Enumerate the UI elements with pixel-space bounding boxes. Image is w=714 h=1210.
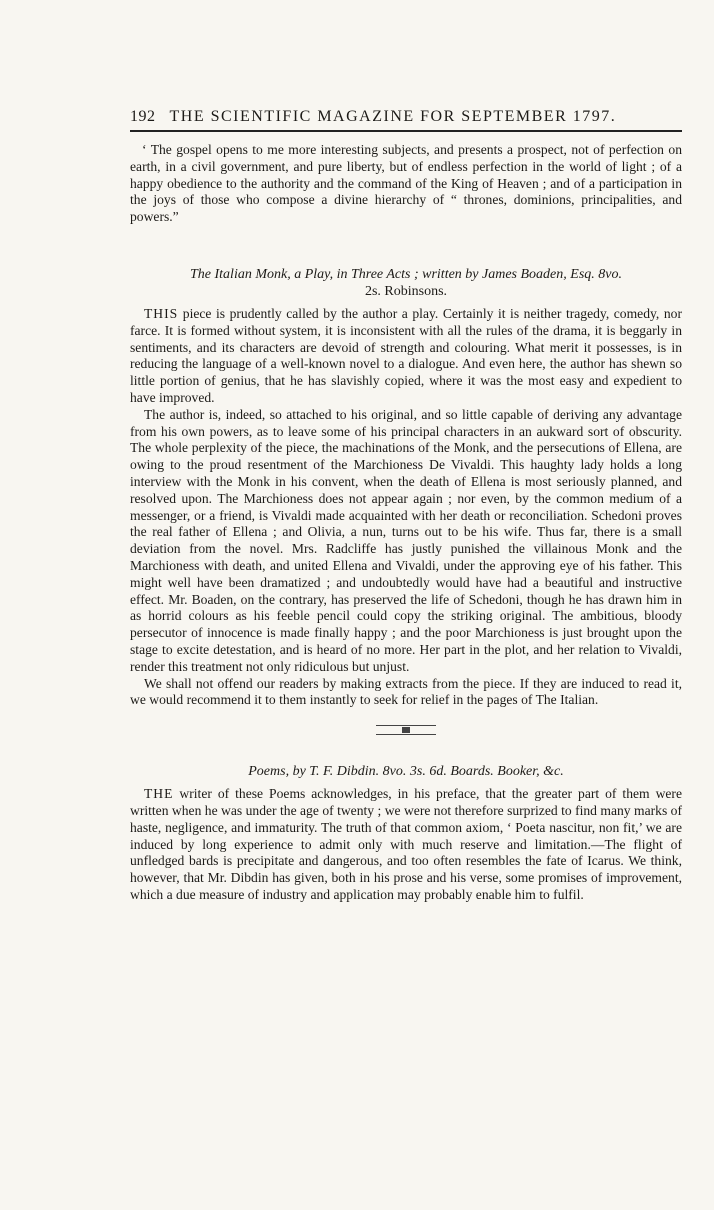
review-paragraph (130, 306, 682, 407)
review-title: The Italian Monk, a Play, in Three Acts ; written by James Boaden, Esq. 8vo. (190, 266, 622, 282)
lead-word: THIS (144, 305, 179, 321)
review-price: 2s. Robinsons. (364, 283, 448, 299)
quote-paragraph: ‘ The gospel opens to me more interesting subjects, and presents a prospect, not of perfection on earth, in a civil government, and pure liberty, but of endless perfection in the world of light ; of a happy obedience to the authority and the command of the King of Heaven ; and of a participation in the joys of those who compose a divine hierarchy of “ thrones, dominions, principalities, and powers.” (130, 142, 682, 225)
lead-word: THE (144, 786, 174, 802)
page-number: 192 (130, 108, 156, 125)
section-ornament (376, 725, 436, 735)
paragraph-text: piece is prudently called by the author a play. Certainly it is neither tragedy, comedy, nor farce. It is formed without system, it is inconsistent with all the rules of the drama, it is beggarly in sentiments, and its characters are devoid of strength and colouring. What merit it possesses, is in reducing the language of a well-known novel to a dialogue. And even here, the author has shewn so little portion of genius, that he has slavishly copied, where it was the most easy and expedient to have improved. (130, 305, 682, 405)
magazine-title: THE SCIENTIFIC MAGAZINE FOR SEPTEMBER 1797. (169, 108, 617, 125)
review-heading-italian-monk (130, 266, 682, 300)
review-title: Poems, by T. F. Dibdin. 8vo. 3s. 6d. Boards. Booker, &c. (248, 764, 564, 780)
review-paragraph: The author is, indeed, so attached to his original, and so little capable of deriving any advantage from his own powers, as to leave some of his principal characters in an aukward sort of obscurity. The whole perplexity of the piece, the machinations of the Monk, and the persecutions of Ellena, are owing to the proud resentment of the Marchioness De Vivaldi. This haughty lady holds a long interview with the Monk in his convent, when the death of Ellena is most seriously planned, and resolved upon. The Marchioness does not appear again ; nor even, by the common medium of a messenger, or a friend, is Vivaldi made acquainted with her death or reconciliation. Schedoni proves the real father of Ellena ; and Olivia, a nun, turns out to be his wife. Thus far, there is a small deviation from the novel. Mrs. Radcliffe has justly punished the villainous Monk and the Marchioness with death, and united Ellena and Vivaldi, under the approving eye of his father. This might well have been dramatized ; and undoubtedly would have had a beautiful and instructive effect. Mr. Boaden, on the contrary, has preserved the life of Schedoni, though he has drawn him in as horrid colours as his feeble pencil could copy the striking original. The ambitious, bloody persecutor of innocence is made finally happy ; and the poor Marchioness is just brought upon the stage to excite detestation, and is heard of no more. Her part in the plot, and her relation to Vivaldi, render this treatment not only ridiculous but unjust. (130, 406, 682, 674)
page-content (130, 108, 682, 904)
review-paragraph (130, 786, 682, 904)
paragraph-text: writer of these Poems acknowledges, in his preface, that the greater part of them were written when he was under the age of twenty ; we were not therefore surprized to find many marks of haste, negligence, and immaturity. The truth of that common axiom, ‘ Poeta nascitur, non fit,’ we are induced by long experience to admit only with much reserve and limitation.—The flight of unfledged bards is precipitate and dangerous, and too often resembles the fate of Icarus. We think, however, that Mr. Dibdin has given, both in his prose and his verse, some promises of improvement, which a due measure of industry and application may probably enable him to fulfil. (130, 786, 682, 902)
running-head (130, 108, 682, 132)
review-paragraph: We shall not offend our readers by making extracts from the piece. If they are induced to read it, we would recommend it to them instantly to seek for relief in the pages of The Italian. (130, 675, 682, 708)
review-heading-poems (130, 763, 682, 780)
